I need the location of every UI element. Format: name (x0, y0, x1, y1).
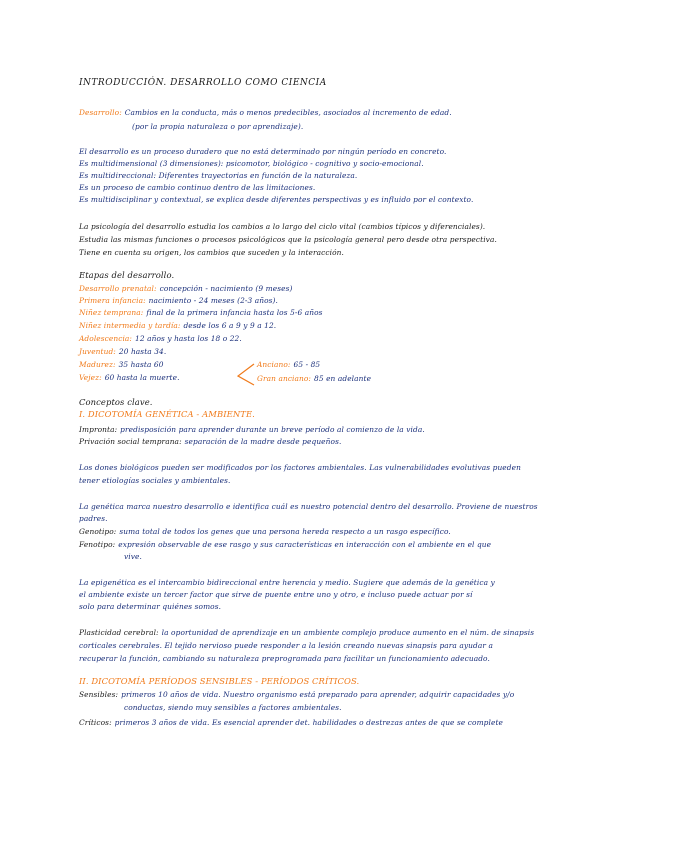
etapa-item (79, 321, 276, 330)
feature-line: Es multidisciplinar y contextual, se explica desde diferentes perspectivas y es influido por el contexto. (79, 195, 474, 204)
etapa-item (79, 347, 166, 356)
feature-line: El desarrollo es un proceso duradero que no está determinado por ningún período en concreto. (79, 147, 447, 156)
plasticidad-line (79, 628, 534, 637)
criticos-line (79, 718, 503, 727)
psych-paragraph-line: Tiene en cuenta su origen, los cambios que suceden y la interacción. (79, 248, 344, 257)
privacion-text: separación de la madre desde pequeños. (184, 437, 342, 446)
etapa-label: Desarrollo prenatal: (79, 284, 157, 293)
genetica-line: padres. (79, 514, 108, 523)
etapa-text: concepción - nacimiento (9 meses) (159, 284, 293, 293)
etapa-label: Vejez: (79, 373, 102, 382)
desarrollo-definition-line1 (79, 108, 452, 117)
etapa-text: nacimiento - 24 meses (2-3 años). (148, 296, 278, 305)
vejez-sub-item (257, 374, 371, 383)
etapa-label: Adolescencia: (79, 334, 133, 343)
fenotipo-line (79, 540, 491, 549)
plasticidad-text: la oportunidad de aprendizaje en un ambiente complejo produce aumento en el núm. de sinapsis (161, 628, 535, 637)
feature-line: Es un proceso de cambio continuo dentro de las limitaciones. (79, 183, 316, 192)
sensibles-line (79, 690, 514, 699)
etapa-text: desde los 6 a 9 y 9 a 12. (183, 321, 277, 330)
vejez-sub-text: 65 - 85 (293, 360, 321, 369)
genotipo-label: Genotipo: (79, 527, 117, 536)
etapa-text: 12 años y hasta los 18 o 22. (135, 334, 242, 343)
desarrollo-definition-line2: (por la propia naturaleza o por aprendizaje). (132, 122, 304, 131)
etapa-item (79, 308, 323, 317)
privacion-label: Privación social temprana: (79, 437, 182, 446)
genotipo-text: suma total de todos los genes que una persona hereda respecto a un rasgo específico. (119, 527, 451, 536)
etapa-label: Juventud: (79, 347, 116, 356)
section2-title: II. DICOTOMÍA PERÍODOS SENSIBLES - PERÍODOS CRÍTICOS. (79, 676, 360, 686)
psych-paragraph-line: Estudia las mismas funciones o procesos psicológicos que la psicología general pero desde otra perspectiva. (79, 235, 497, 244)
privacion-line (79, 437, 341, 446)
factores-line: tener etiologías sociales y ambientales. (79, 476, 231, 485)
vejez-sub-item (257, 360, 320, 369)
epigenetica-line: solo para determinar quiénes somos. (79, 602, 222, 611)
epigenetica-line: La epigenética es el intercambio bidireccional entre herencia y medio. Sugiere que además de la genética y (79, 578, 495, 587)
impronta-text: predisposición para aprender durante un breve período al comienzo de la vida. (120, 425, 425, 434)
etapa-text: 20 hasta 34. (118, 347, 167, 356)
criticos-text: primeros 3 años de vida. Es esencial aprender det. habilidades o destrezas antes de que se complete (114, 718, 503, 727)
epigenetica-line: el ambiente existe un tercer factor que sirve de puente entre uno y otro, e incluso puede actuar por sí (79, 590, 473, 599)
section1-title: I. DICOTOMÍA GENÉTICA - AMBIENTE. (79, 409, 255, 419)
etapa-item (79, 296, 278, 305)
vejez-sub-label: Anciano: (257, 360, 291, 369)
vejez-brace-icon (232, 360, 258, 388)
etapa-text: 35 hasta 60 (118, 360, 164, 369)
etapa-item (79, 284, 292, 293)
genotipo-line (79, 527, 451, 536)
sensibles-label: Sensibles: (79, 690, 119, 699)
fenotipo-line2: vive. (124, 552, 142, 561)
feature-line: Es multidimensional (3 dimensiones): psicomotor, biológico - cognitivo y socio-emocional. (79, 159, 424, 168)
fenotipo-text: expresión observable de ese rasgo y sus características en interacción con el ambiente en el que (118, 540, 492, 549)
plasticidad-line: corticales cerebrales. El tejido nervioso puede responder a la lesión creando nuevas sinapsis para ayudar a (79, 641, 493, 650)
plasticidad-line: recuperar la función, cambiando su naturaleza preprogramada para facilitar un funcionamiento adecuado. (79, 654, 490, 663)
plasticidad-label: Plasticidad cerebral: (79, 628, 159, 637)
sensibles-line2: conductas, siendo muy sensibles a factores ambientales. (124, 703, 342, 712)
criticos-label: Críticos: (79, 718, 112, 727)
fenotipo-label: Fenotipo: (79, 540, 116, 549)
etapa-label: Niñez temprana: (79, 308, 144, 317)
impronta-line (79, 425, 425, 434)
etapa-label: Niñez intermedia y tardía: (79, 321, 181, 330)
sensibles-text: primeros 10 años de vida. Nuestro organismo está preparado para aprender, adquirir capacidades y/o (121, 690, 515, 699)
vejez-sub-label: Gran anciano: (257, 374, 312, 383)
feature-line: Es multidireccional: Diferentes trayectorias en función de la naturaleza. (79, 171, 358, 180)
etapa-item (79, 373, 180, 382)
etapa-text: final de la primera infancia hasta los 5-6 años (146, 308, 323, 317)
desarrollo-label: Desarrollo: (79, 108, 122, 117)
genetica-line: La genética marca nuestro desarrollo e identifica cuál es nuestro potencial dentro del desarrollo. Proviene de nuestros (79, 502, 538, 511)
conceptos-title: Conceptos clave. (79, 397, 153, 407)
vejez-sub-text: 85 en adelante (314, 374, 372, 383)
etapa-item (79, 360, 164, 369)
etapa-label: Primera infancia: (79, 296, 146, 305)
impronta-label: Impronta: (79, 425, 118, 434)
page-title: INTRODUCCIÓN. DESARROLLO COMO CIENCIA (79, 78, 327, 88)
etapa-item (79, 334, 242, 343)
desarrollo-text: Cambios en la conducta, más o menos predecibles, asociados al incremento de edad. (124, 108, 452, 117)
etapas-title: Etapas del desarrollo. (79, 270, 175, 280)
psych-paragraph-line: La psicología del desarrollo estudia los cambios a lo largo del ciclo vital (cambios típicos y diferenciales). (79, 222, 486, 231)
etapa-text: 60 hasta la muerte. (104, 373, 180, 382)
etapa-label: Madurez: (79, 360, 116, 369)
factores-line: Los dones biológicos pueden ser modificados por los factores ambientales. Las vulnerabilidades evolutivas pueden (79, 463, 521, 472)
